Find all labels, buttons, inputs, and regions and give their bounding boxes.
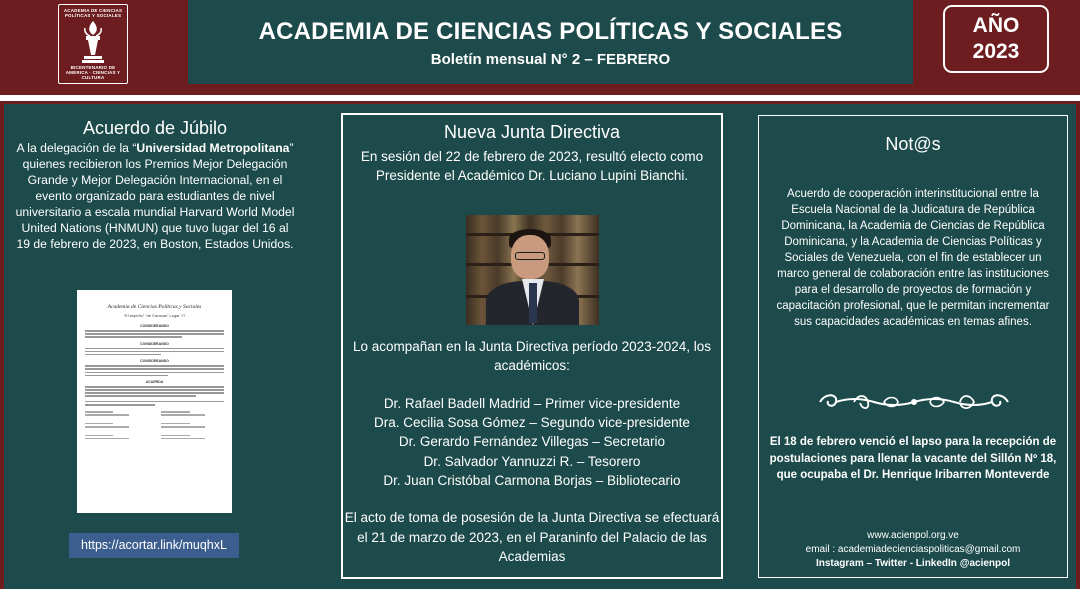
- list-item: Dr. Salvador Yannuzzi R. – Tesorero: [423, 453, 641, 469]
- year-label: AÑO: [972, 14, 1020, 37]
- contact-info: [759, 529, 1067, 571]
- jubilo-text-bold: Universidad Metropolitana: [136, 141, 290, 155]
- doc-subheading: “El espíritu” “de Caracas” Lugar ??: [123, 313, 186, 318]
- acuerdo-link[interactable]: https://acortar.link/muqhxL: [69, 533, 239, 558]
- year-value: 2023: [972, 40, 1020, 63]
- logo-top-text: ACADEMIA DE CIENCIAS POLÍTICAS Y SOCIALES: [63, 8, 123, 18]
- junta-intro: En sesión del 22 de febrero de 2023, resultó electo como Presidente el Académico Dr. Luciano Lupini Bianchi.: [360, 149, 704, 183]
- list-item: Dr. Gerardo Fernández Villegas – Secretario: [398, 434, 666, 450]
- president-photo: [466, 215, 599, 325]
- list-item: Dr. Juan Cristóbal Carmona Borjas – Bibliotecario: [383, 472, 681, 488]
- torch-icon: [76, 19, 110, 65]
- jubilo-text: [14, 140, 296, 252]
- notas-acuerdo-text: Acuerdo de cooperación interinstitucional entre la Escuela Nacional de la Judicatura de República Dominicana, la Academia de Ciencias de República Dominicana, y la Academia de Ciencias Políticas y Sociales de Venezuela, con el fin de establecer un marco general de colaboración entre las instituciones para el desarrollo de proyectos de formación y capacitación profesional, que le permitan incrementar sus capacidades académicas en temas afines.: [776, 188, 1050, 328]
- year-badge: [943, 5, 1049, 73]
- junta-closing: El acto de toma de posesión de la Junta Directiva se efectuará el 21 de marzo de 2023, en el Paraninfo del Palacio de las Academias: [344, 510, 720, 564]
- junta-acompanan: Lo acompañan en la Junta Directiva período 2023-2024, los académicos:: [353, 339, 711, 373]
- email-link[interactable]: email : academiadecienciaspoliticas@gmail.com: [805, 544, 1021, 555]
- doc-heading: Academia de Ciencias Políticas y Sociales: [107, 304, 202, 310]
- jubilo-section: [14, 117, 296, 252]
- header-banner: [0, 0, 1080, 95]
- notas-title: Not@s: [885, 134, 941, 154]
- notas-section: [758, 115, 1068, 578]
- doc-section-1: CONSIDERANDO: [140, 324, 169, 328]
- doc-section-2: CONSIDERANDO: [140, 341, 169, 346]
- logo-bottom-text: BICENTENARIO DE AMERICA · CIENCIAS Y CULTURA: [65, 65, 121, 80]
- jubilo-title: Acuerdo de Júbilo: [82, 118, 228, 138]
- junta-title: Nueva Junta Directiva: [443, 122, 621, 142]
- junta-members-list: [343, 394, 721, 490]
- academy-logo-icon: [58, 4, 128, 84]
- jubilo-text-end: ” quienes recibieron los Premios Mejor Delegación Grande y Mejor Delegación Internacional, en el evento organizado para estudiantes de nivel universitario a escala mundial Harvard World Model United Nations (HNMUN) que tuvo lugar del 16 al 19 de febrero de 2023, en Boston, Estados Unidos.: [15, 141, 295, 251]
- social-links[interactable]: Instagram – Twitter - LinkedIn @acienpol: [815, 558, 1011, 569]
- ornament-divider-icon: [814, 390, 1014, 414]
- doc-section-4: ACUERDA: [145, 380, 164, 385]
- list-item: Dra. Cecilia Sosa Gómez – Segundo vice-presidente: [374, 415, 690, 431]
- page-title: ACADEMIA DE CIENCIAS POLÍTICAS Y SOCIALES: [258, 18, 843, 45]
- header-title-block: [188, 0, 913, 84]
- page-subtitle: Boletín mensual N° 2 – FEBRERO: [430, 51, 671, 68]
- junta-section: [341, 113, 723, 579]
- acuerdo-document-image: [77, 290, 232, 513]
- list-item: Dr. Rafael Badell Madrid – Primer vice-presidente: [383, 396, 681, 411]
- notas-aviso: El 18 de febrero venció el lapso para la recepción de postulaciones para llenar la vacante del Sillón Nº 18, que ocupaba el Dr. Henrique Iribarren Monteverde: [769, 436, 1057, 481]
- doc-signatures: [85, 410, 224, 418]
- doc-section-3: CONSIDERANDO: [140, 359, 169, 364]
- jubilo-text-start: A la delegación de la “: [16, 141, 137, 155]
- website-link[interactable]: www.acienpol.org.ve: [867, 530, 959, 541]
